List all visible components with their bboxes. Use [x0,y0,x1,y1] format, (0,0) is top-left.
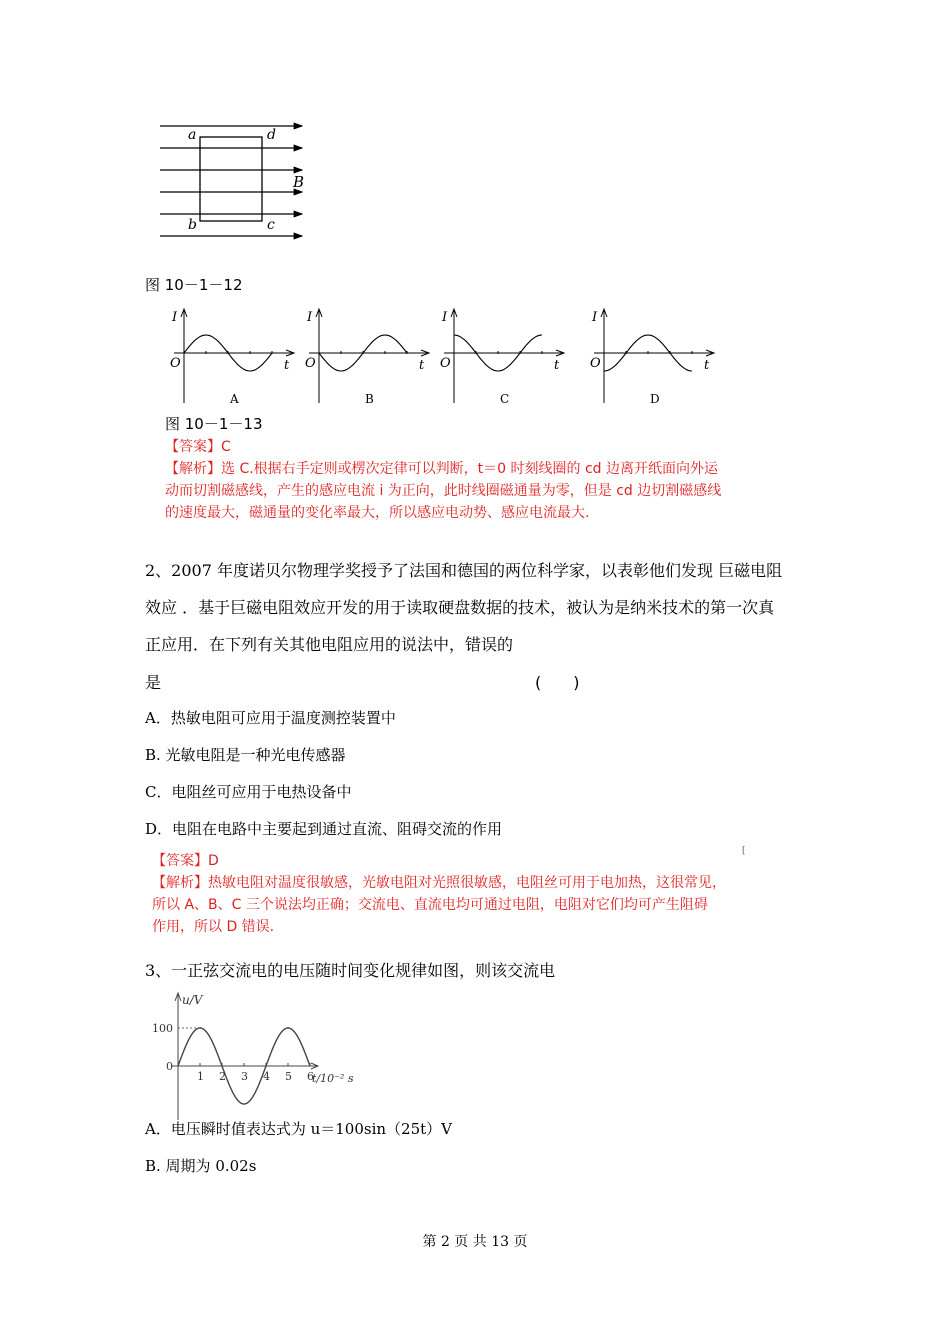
voltage-time-chart [150,990,370,1130]
panel-axis-y-label: I [307,310,313,325]
q2-analysis-1: 【解析】热敏电阻对温度很敏感，光敏电阻对光照很敏感，电阻丝可用于电加热，这很常见， [152,875,726,891]
q2-option-c: C．电阻丝可应用于电热设备中 [145,783,352,801]
label-field-B: B [293,173,305,191]
x-tick-label: 2 [219,1070,226,1083]
panel-origin-label: O [170,356,181,371]
x-tick-label: 3 [241,1070,248,1083]
it-panel-c [440,309,564,406]
q2-stem-4: 是 [145,673,162,692]
q1-analysis-2: 动而切割磁感线，产生的感应电流 i 为正向，此时线圈磁通量为零，但是 cd 边切割磁感线 [165,483,722,499]
q2-option-d: D．电阻在电路中主要起到通过直流、阻碍交流的作用 [145,820,503,838]
figure-caption-1: 图 10－1－12 [145,276,243,294]
panel-axis-x-label: t [554,358,560,373]
it-panel-a [170,309,294,406]
x-tick-label: 1 [197,1070,204,1083]
figure-caption-2: 图 10－1－13 [165,415,263,433]
q1-answer: 【答案】C [165,439,231,455]
q2-answer-bracket: ( ) [535,673,580,692]
x-tick-label: 4 [263,1070,270,1083]
panel-letter: C [500,392,510,406]
q2-analysis-3: 作用，所以 D 错误. [152,919,275,935]
q2-option-a: A．热敏电阻可应用于温度测控装置中 [145,709,396,727]
panel-axis-y-label: I [592,310,598,325]
x-tick-label: 5 [285,1070,292,1083]
label-a: a [188,127,197,143]
panel-letter: B [365,392,374,406]
q2-analysis-2: 所以 A、B、C 三个说法均正确；交流电、直流电均可通过电阻，电阻对它们均可产生阻碍 [152,897,708,913]
q1-analysis-3: 的速度最大，磁通量的变化率最大，所以感应电动势、感应电流最大. [165,505,590,521]
q3-option-a: A．电压瞬时值表达式为 u＝100sin（25t）V [145,1120,452,1138]
panel-origin-label: O [590,356,601,371]
x-axis-label: t/10⁻² s [312,1072,354,1085]
q2-option-b: B. 光敏电阻是一种光电传感器 [145,746,346,764]
y-tick-label: 100 [152,1022,173,1035]
label-d: d [267,127,276,143]
q2-answer: 【答案】D [152,853,219,869]
figure-it-graphs [170,305,730,415]
panel-letter: D [650,392,660,406]
panel-origin-label: O [440,356,451,371]
panel-axis-x-label: t [284,358,290,373]
panel-axis-x-label: t [419,358,425,373]
q3-option-b: B. 周期为 0.02s [145,1157,257,1175]
page-footer: 第 2 页 共 13 页 [422,1234,528,1250]
panel-axis-x-label: t [704,358,710,373]
it-graph-panels [170,305,730,415]
q2-stem-1: 2、2007 年度诺贝尔物理学奖授予了法国和德国的两位科学家，以表彰他们发现 巨磁电阻 [145,561,783,580]
q3-stem: 3、一正弦交流电的电压随时间变化规律如图，则该交流电 [145,961,556,980]
panel-origin-label: O [305,356,316,371]
q2-mark: [ [742,846,746,856]
q2-stem-3: 正应用．在下列有关其他电阻应用的说法中，错误的 [145,635,514,654]
q2-stem-2: 效应 ．基于巨磁电阻效应开发的用于读取硬盘数据的技术，被认为是纳米技术的第一次真 [145,598,775,617]
figure-coil-field [150,115,320,245]
label-c: c [267,217,275,233]
panel-axis-y-label: I [172,310,178,325]
x-tick-label: 6 [307,1070,314,1083]
q1-analysis-1: 【解析】选 C.根据右手定则或楞次定律可以判断，t＝0 时刻线圈的 cd 边离开纸面向外运 [165,461,719,477]
panel-axis-y-label: I [442,310,448,325]
y-tick-label: 0 [166,1060,173,1073]
label-b: b [188,217,197,233]
panel-letter: A [230,392,239,406]
it-panel-b [305,309,429,406]
y-axis-label: u/V [182,993,203,1007]
it-panel-d [590,309,714,406]
